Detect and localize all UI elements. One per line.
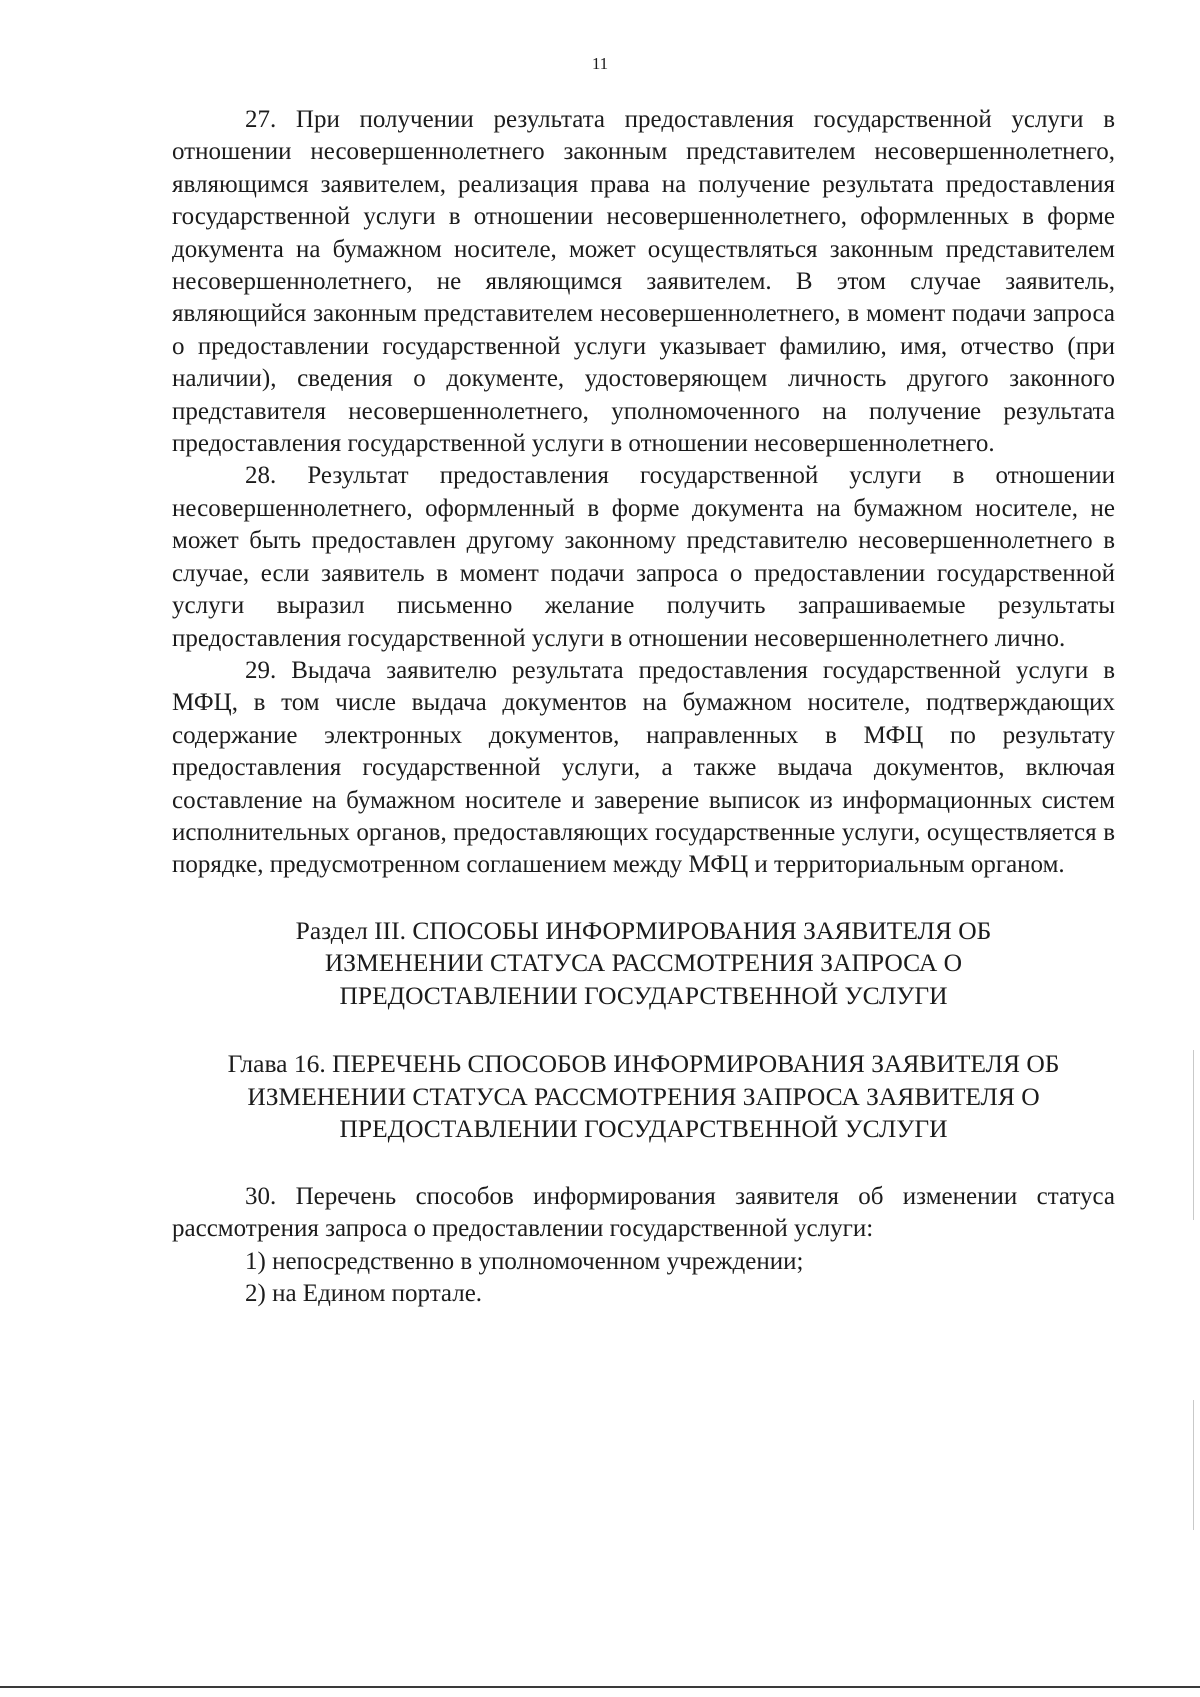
section-heading-line: ПРЕДОСТАВЛЕНИИ ГОСУДАРСТВЕННОЙ УСЛУГИ [339, 980, 948, 1010]
list-item: 2) на Едином портале. [245, 1279, 483, 1307]
page-bottom-edge [0, 1686, 1200, 1688]
list-item: 1) непосредственно в уполномоченном учреждении; [245, 1247, 804, 1275]
chapter-heading-line: ИЗМЕНЕНИИ СТАТУСА РАССМОТРЕНИЯ ЗАПРОСА ЗАЯВИТЕЛЯ О [247, 1081, 1040, 1111]
document-body [172, 104, 1115, 1310]
chapter-heading [158, 1048, 1129, 1146]
section-heading-line: ИЗМЕНЕНИИ СТАТУСА РАССМОТРЕНИЯ ЗАПРОСА О [324, 948, 963, 978]
chapter-heading-line: Глава 16. ПЕРЕЧЕНЬ СПОСОБОВ ИНФОРМИРОВАНИЯ ЗАЯВИТЕЛЯ ОБ [227, 1049, 1060, 1079]
page-number: 11 [591, 54, 609, 73]
paragraph-27: 27. При получении результата предоставления государственной услуги в отношении несовершеннолетнего законным представителем несовершеннолетнего, являющимся заявителем, реализация права на получение результата предоставления государственной услуги в отношении несовершеннолетнего, оформленных в форме документа на бумажном носителе, может осуществляться законным представителем несовершеннолетнего, не являющимся заявителем. В этом случае заявитель, являющийся законным представителем несовершеннолетнего, в момент подачи запроса о предоставлении государственной услуги указывает фамилию, имя, отчество (при наличии), сведения о документе, удостоверяющем личность другого законного представителя несовершеннолетнего, уполномоченного на получение результата предоставления государственной услуги в отношении несовершеннолетнего. [172, 106, 1115, 458]
paragraph-30: 30. Перечень способов информирования заявителя об изменении статуса рассмотрения запроса о предоставлении государственной услуги: [172, 1182, 1115, 1243]
paragraph-28: 28. Результат предоставления государственной услуги в отношении несовершеннолетнего, оформленный в форме документа на бумажном носителе, не может быть предоставлен другому законному представителю несовершеннолетнего в случае, если заявитель в момент подачи запроса о предоставлении государственной услуги выразил письменно желание получить запрашиваемые результаты предоставления государственной услуги в отношении несовершеннолетнего лично. [172, 462, 1115, 652]
section-heading-line: Раздел III. СПОСОБЫ ИНФОРМИРОВАНИЯ ЗАЯВИТЕЛЯ ОБ [295, 915, 992, 945]
scan-edge-artifact [1193, 1400, 1194, 1530]
chapter-heading-line: ПРЕДОСТАВЛЕНИИ ГОСУДАРСТВЕННОЙ УСЛУГИ [339, 1114, 948, 1144]
paragraph-29: 29. Выдача заявителю результата предоставления государственной услуги в МФЦ, в том числе выдача документов на бумажном носителе, подтверждающих содержание электронных документов, направленных в МФЦ по результату предоставления государственной услуги, а также выдача документов, включая составление на бумажном носителе и заверение выписок из информационных систем исполнительных органов, предоставляющих государственные услуги, осуществляется в порядке, предусмотренном соглашением между МФЦ и территориальным органом. [172, 656, 1115, 879]
section-heading [172, 915, 1115, 1013]
scan-edge-artifact [1193, 1050, 1194, 1220]
